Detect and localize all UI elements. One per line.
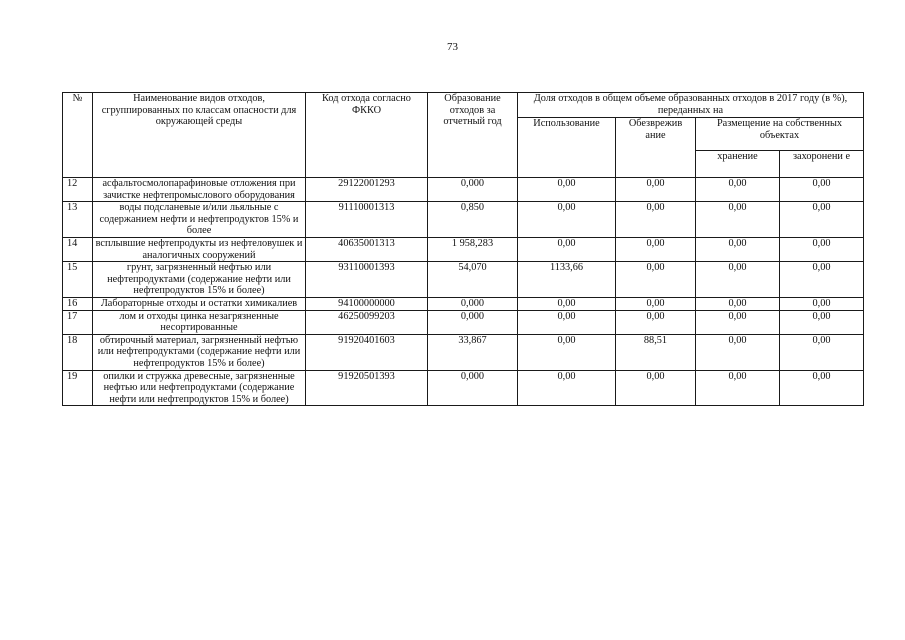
- cell-use: 0,00: [518, 202, 616, 238]
- cell-formation: 33,867: [428, 334, 518, 370]
- table-row: [63, 370, 864, 406]
- cell-neutralization: 0,00: [616, 370, 696, 406]
- cell-neutralization: 0,00: [616, 297, 696, 310]
- header-code: Код отхода согласно ФККО: [306, 93, 428, 178]
- cell-use: 1133,66: [518, 262, 616, 298]
- cell-formation: 0,000: [428, 297, 518, 310]
- cell-burial: 0,00: [780, 178, 864, 202]
- header-neutralization: Обезврежив ание: [616, 118, 696, 178]
- cell-burial: 0,00: [780, 310, 864, 334]
- cell-burial: 0,00: [780, 370, 864, 406]
- table-row: [63, 237, 864, 261]
- table-row: [63, 334, 864, 370]
- cell-burial: 0,00: [780, 262, 864, 298]
- cell-formation: 0,000: [428, 310, 518, 334]
- cell-code: 29122001293: [306, 178, 428, 202]
- cell-formation: 0,850: [428, 202, 518, 238]
- cell-name: воды подсланевые и/или льяльные с содержанием нефти и нефтепродуктов 15% и более: [93, 202, 306, 238]
- cell-num: 13: [63, 202, 93, 238]
- cell-code: 91920401603: [306, 334, 428, 370]
- cell-num: 14: [63, 237, 93, 261]
- page-number: 73: [447, 41, 458, 53]
- cell-storage: 0,00: [696, 334, 780, 370]
- cell-use: 0,00: [518, 297, 616, 310]
- cell-code: 91920501393: [306, 370, 428, 406]
- cell-code: 93110001393: [306, 262, 428, 298]
- cell-num: 15: [63, 262, 93, 298]
- cell-formation: 1 958,283: [428, 237, 518, 261]
- cell-name: всплывшие нефтепродукты из нефтеловушек и аналогичных сооружений: [93, 237, 306, 261]
- table-body: [63, 178, 864, 406]
- header-formation: Образование отходов за отчетный год: [428, 93, 518, 178]
- cell-formation: 0,000: [428, 178, 518, 202]
- cell-use: 0,00: [518, 334, 616, 370]
- cell-neutralization: 0,00: [616, 202, 696, 238]
- cell-neutralization: 0,00: [616, 262, 696, 298]
- table-row: [63, 297, 864, 310]
- header-name: Наименование видов отходов, сгруппированных по классам опасности для окружающей среды: [93, 93, 306, 178]
- header-storage: хранение: [696, 151, 780, 178]
- cell-code: 40635001313: [306, 237, 428, 261]
- cell-name: обтирочный материал, загрязненный нефтью или нефтепродуктами (содержание нефти или нефтепродуктов 15% и более): [93, 334, 306, 370]
- cell-code: 46250099203: [306, 310, 428, 334]
- cell-num: 16: [63, 297, 93, 310]
- cell-neutralization: 0,00: [616, 310, 696, 334]
- table-row: [63, 310, 864, 334]
- header-use: Использование: [518, 118, 616, 178]
- cell-code: 91110001313: [306, 202, 428, 238]
- cell-storage: 0,00: [696, 202, 780, 238]
- cell-storage: 0,00: [696, 178, 780, 202]
- header-share: Доля отходов в общем объеме образованных отходов в 2017 году (в %), переданных на: [518, 93, 864, 118]
- cell-storage: 0,00: [696, 237, 780, 261]
- cell-use: 0,00: [518, 178, 616, 202]
- cell-burial: 0,00: [780, 202, 864, 238]
- cell-use: 0,00: [518, 370, 616, 406]
- cell-use: 0,00: [518, 237, 616, 261]
- cell-storage: 0,00: [696, 370, 780, 406]
- cell-storage: 0,00: [696, 297, 780, 310]
- cell-burial: 0,00: [780, 297, 864, 310]
- table-row: [63, 262, 864, 298]
- cell-formation: 54,070: [428, 262, 518, 298]
- table-row: [63, 202, 864, 238]
- cell-name: грунт, загрязненный нефтью или нефтепродуктами (содержание нефти или нефтепродуктов 15% и более): [93, 262, 306, 298]
- header-placement: Размещение на собственных объектах: [696, 118, 864, 151]
- cell-num: 17: [63, 310, 93, 334]
- cell-num: 12: [63, 178, 93, 202]
- cell-storage: 0,00: [696, 310, 780, 334]
- cell-storage: 0,00: [696, 262, 780, 298]
- cell-name: асфальтосмолопарафиновые отложения при зачистке нефтепромыслового оборудования: [93, 178, 306, 202]
- cell-name: лом и отходы цинка незагрязненные несортированные: [93, 310, 306, 334]
- waste-table: [62, 92, 864, 406]
- cell-name: опилки и стружка древесные, загрязненные нефтью или нефтепродуктами (содержание нефти или нефтепродуктов 15% и более): [93, 370, 306, 406]
- cell-burial: 0,00: [780, 334, 864, 370]
- cell-use: 0,00: [518, 310, 616, 334]
- cell-code: 94100000000: [306, 297, 428, 310]
- cell-num: 19: [63, 370, 93, 406]
- table-row: [63, 178, 864, 202]
- cell-name: Лабораторные отходы и остатки химикалиев: [93, 297, 306, 310]
- cell-num: 18: [63, 334, 93, 370]
- cell-neutralization: 88,51: [616, 334, 696, 370]
- cell-burial: 0,00: [780, 237, 864, 261]
- cell-formation: 0,000: [428, 370, 518, 406]
- cell-neutralization: 0,00: [616, 178, 696, 202]
- header-num: №: [63, 93, 93, 178]
- header-burial: захоронени е: [780, 151, 864, 178]
- table-header: [63, 93, 864, 178]
- cell-neutralization: 0,00: [616, 237, 696, 261]
